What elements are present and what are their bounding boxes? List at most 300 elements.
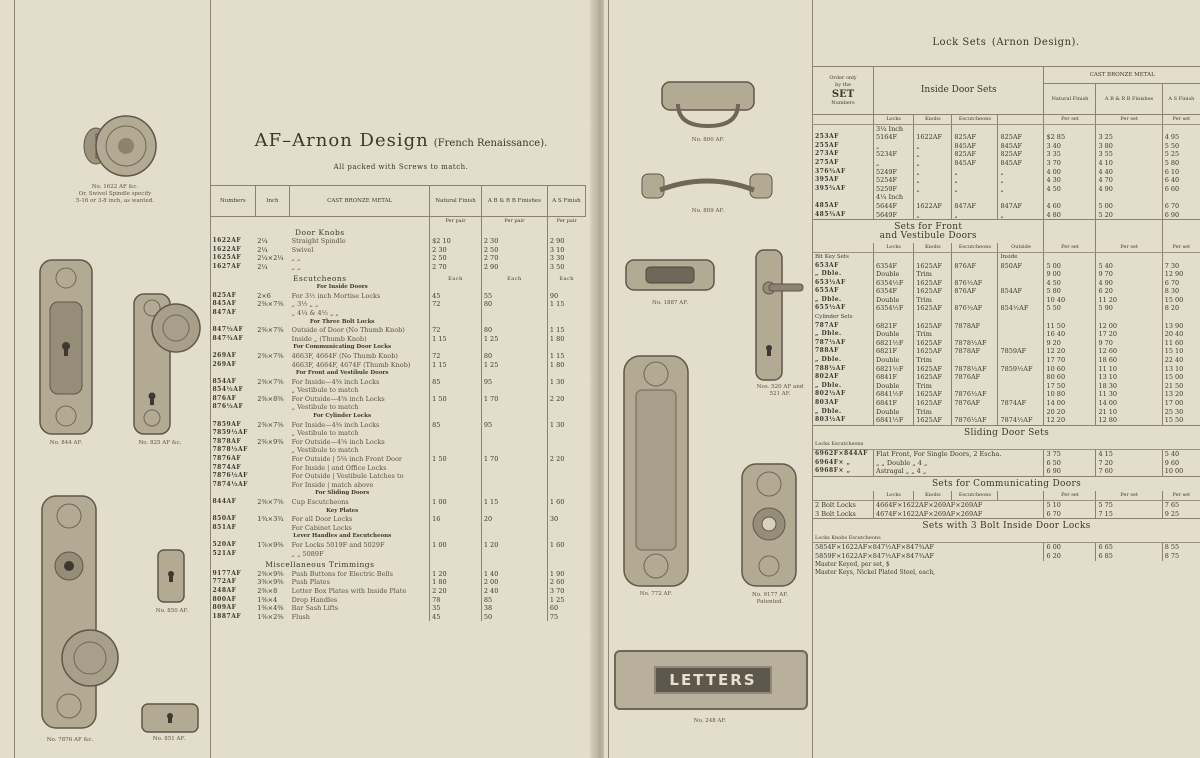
- lock-number: 5259F: [874, 185, 914, 194]
- price-ab-rb: [481, 550, 547, 559]
- price-as: 1 60: [547, 498, 585, 507]
- item-inch: 1¾×3¾: [257, 515, 284, 524]
- item-number: 248AF: [212, 586, 237, 594]
- price-ab-rb: 3 25: [1096, 133, 1162, 142]
- table-row: [211, 613, 586, 622]
- item-description: Swivel: [291, 245, 314, 254]
- table-row: [813, 399, 1200, 408]
- item-number: 772AF: [212, 578, 237, 586]
- item-description: Drop Handles: [291, 595, 338, 604]
- price-ab-rb: 80: [481, 352, 547, 361]
- escutcheon-outside: „: [952, 176, 998, 185]
- lock-number: 5649F: [874, 211, 914, 220]
- caption-844: No. 844 AF.: [49, 440, 83, 446]
- subsection-row: [211, 507, 586, 516]
- price-ab-rb: 4 10: [1096, 159, 1162, 168]
- knob-number: 1625AF: [914, 390, 952, 399]
- escutcheon-outside: [952, 193, 998, 202]
- lock-number: 3¼ Inch: [874, 124, 914, 133]
- price-as: 2 60: [547, 578, 585, 587]
- price-as: 1 80: [547, 335, 585, 344]
- set-number: „ Dble.: [813, 408, 874, 417]
- escutcheon-outside: 7878AF: [952, 347, 998, 356]
- door-knob-illustration: [74, 110, 158, 182]
- price-natural: 9 20: [1044, 339, 1096, 348]
- price-natural: [430, 309, 482, 318]
- sliding-door-sets-title: Sliding Door Sets: [813, 425, 1200, 440]
- item-number: 7876AF: [212, 455, 242, 463]
- lock-number: 6841F: [874, 373, 914, 382]
- price-ab-rb: 2 70: [481, 254, 547, 263]
- price-ab-rb: 1 20: [481, 541, 547, 550]
- price-ab-rb: 11 10: [1096, 365, 1162, 374]
- subsection-row: [813, 313, 1200, 322]
- item-description: „ 3½ „ „: [291, 300, 319, 309]
- per-set-label: Per set: [1096, 115, 1162, 125]
- subsection-row: [211, 343, 586, 352]
- section-unit: Each: [547, 272, 585, 284]
- knob-number: 1625AF: [914, 373, 952, 382]
- price-ab-rb: [481, 464, 547, 473]
- escutcheon-inside: 7874½AF: [998, 416, 1044, 425]
- price-ab-rb: 3 80: [1096, 142, 1162, 151]
- column-header: Knobs: [914, 491, 952, 500]
- price-as: 5 25: [1162, 150, 1200, 159]
- item-number: 1887AF: [212, 612, 242, 620]
- right-margin-line: [608, 0, 609, 758]
- price-as: 5 40: [1162, 449, 1200, 458]
- table-row: [813, 193, 1200, 202]
- price-as: 9 25: [1162, 510, 1200, 519]
- item-number: 854AF: [212, 377, 237, 385]
- table-row: [813, 142, 1200, 151]
- knob-number: 1625AF: [914, 287, 952, 296]
- item-inch: [255, 472, 289, 481]
- set-description: 5859F×1622AF×847½AF×847¾AF: [813, 552, 1044, 561]
- left-page: [0, 0, 596, 758]
- escutcheon-inside: [998, 296, 1044, 305]
- item-number: 1622AF: [212, 237, 242, 245]
- set-number: 376¾AF: [813, 168, 874, 177]
- escutcheon-inside: [998, 356, 1044, 365]
- col-header-numbers: Numbers: [211, 186, 256, 217]
- escutcheon-inside: [998, 193, 1044, 202]
- price-natural: 6 20: [1044, 552, 1096, 561]
- price-natural: 20 20: [1044, 408, 1096, 417]
- price-ab-rb: 85: [481, 596, 547, 605]
- item-inch: 2⅜×7⅜: [257, 326, 284, 335]
- price-natural: 6 90: [1044, 467, 1096, 476]
- item-inch: 2⅜×8⅜: [257, 394, 284, 403]
- price-ab-rb: 7 20: [1096, 459, 1162, 468]
- knob-number: 1625AF: [914, 279, 952, 288]
- table-row: [211, 361, 586, 370]
- item-number: 7859AF: [212, 420, 242, 428]
- item-inch: 1⅜×4⅜: [257, 604, 284, 613]
- col-header-natural: Natural Finish: [430, 186, 482, 217]
- table-row: [813, 202, 1200, 211]
- price-ab-rb: 55: [481, 292, 547, 301]
- table-row: [813, 330, 1200, 339]
- col-header-metal: CAST BRONZE METAL: [290, 186, 430, 217]
- set-number: 6968F× „: [813, 467, 874, 476]
- escutcheon-outside: 845AF: [952, 159, 998, 168]
- price-as: [547, 464, 585, 473]
- lock-number: Double: [874, 382, 914, 391]
- escutcheon-7876-illustration: [40, 494, 120, 732]
- price-ab-rb: 4 15: [1096, 449, 1162, 458]
- table-row: [813, 408, 1200, 417]
- price-natural: [430, 446, 482, 455]
- table-row: [211, 263, 586, 272]
- right-page-subtitle: (Arnon Design).: [991, 37, 1080, 48]
- column-header-row: [813, 440, 1200, 449]
- table-row: [813, 296, 1200, 305]
- table-row: [813, 467, 1200, 476]
- push-button-9177-illustration: [740, 462, 798, 588]
- set-number: 6962F×844AF: [813, 449, 874, 458]
- table-row: [813, 270, 1200, 279]
- per-set-label: Per set: [1162, 243, 1200, 252]
- column-header: Locks: [874, 243, 914, 252]
- master-keyed-note: Master Keyed, per set, $: [813, 561, 1200, 570]
- knob-number: 1625AF: [914, 347, 952, 356]
- per-set-label: Per set: [1096, 491, 1162, 500]
- price-as: 22 40: [1162, 356, 1200, 365]
- price-ab-rb: [481, 472, 547, 481]
- price-natural: 1 50: [430, 455, 482, 464]
- set-number: „ Dble.: [813, 382, 874, 391]
- price-ab-rb: 20: [481, 515, 547, 524]
- price-as: 6 70: [1162, 279, 1200, 288]
- table-row: [211, 570, 586, 579]
- table-row: [813, 287, 1200, 296]
- knob-number: 1622AF: [914, 133, 952, 142]
- per-pair-label: Per pair: [547, 217, 585, 226]
- set-number: 787AF: [813, 322, 874, 331]
- set-number: 802½AF: [813, 390, 874, 399]
- price-ab-rb: [1096, 193, 1162, 202]
- price-natural: 17 50: [1044, 382, 1096, 391]
- item-description: For Cabinet Locks: [291, 523, 352, 532]
- left-margin-line: [14, 0, 15, 758]
- per-set-label: Per set: [1096, 243, 1162, 252]
- price-natural: 1 15: [430, 335, 482, 344]
- price-natural: [430, 386, 482, 395]
- price-as: 13 20: [1162, 390, 1200, 399]
- price-ab-rb: 5 90: [1096, 304, 1162, 313]
- price-ab-rb: 11 20: [1096, 296, 1162, 305]
- price-ab-rb: 1 70: [481, 395, 547, 404]
- table-row: [813, 168, 1200, 177]
- knob-number: „: [914, 159, 952, 168]
- price-natural: 12 20: [1044, 347, 1096, 356]
- left-title-block: [216, 130, 586, 171]
- column-header: Knobs: [914, 243, 952, 252]
- table-row: [211, 587, 586, 596]
- lock-number: 5164F: [874, 133, 914, 142]
- price-as: 3 50: [547, 263, 585, 272]
- set-number: 6964F× „: [813, 459, 874, 468]
- item-inch: 2¼: [257, 237, 268, 246]
- caption-809: No. 809 AF.: [691, 208, 725, 214]
- col-header-inch: Inch: [255, 186, 289, 217]
- escutcheon-outside: 847AF: [952, 202, 998, 211]
- item-number: 844AF: [212, 498, 237, 505]
- price-as: [1162, 124, 1200, 133]
- price-ab-rb: 1 70: [481, 455, 547, 464]
- column-header-row: [813, 534, 1200, 543]
- page-subtitle: (French Renaissance).: [433, 138, 548, 149]
- per-pair-row: [211, 217, 586, 226]
- item-description: For Outside—4⅝ inch Locks: [291, 437, 385, 446]
- escutcheon-outside: [952, 382, 998, 391]
- price-as: 1 90: [547, 570, 585, 579]
- item-inch: [255, 464, 289, 473]
- item-number: 7878AF: [212, 437, 242, 445]
- set-number: 485¾AF: [813, 211, 874, 220]
- item-description: Flush: [291, 612, 310, 621]
- lock-number: 6821½F: [874, 339, 914, 348]
- per-pair-label: Per pair: [430, 217, 482, 226]
- price-ab-rb: 4 90: [1096, 279, 1162, 288]
- table-row: [813, 339, 1200, 348]
- col-header-as: A S Finish: [547, 186, 585, 217]
- set-number: 395¾AF: [813, 185, 874, 194]
- escutcheon-inside: [998, 339, 1044, 348]
- letter-box-plate-248-illustration: [614, 650, 808, 710]
- price-natural: 78: [430, 596, 482, 605]
- escutcheon-outside: 7878½AF: [952, 365, 998, 374]
- caption-825: No. 825 AF &c.: [138, 440, 182, 446]
- table-row: [813, 356, 1200, 365]
- price-as: [547, 481, 585, 490]
- table-row: [211, 309, 586, 318]
- item-number: 269AF: [212, 360, 237, 368]
- price-as: 7 65: [1162, 500, 1200, 509]
- price-ab-rb: [481, 309, 547, 318]
- set-number: 273AF: [813, 150, 874, 159]
- price-natural: [430, 464, 482, 473]
- escutcheon-inside: [998, 270, 1044, 279]
- escutcheon-inside: 845AF: [998, 159, 1044, 168]
- lock-number: 6841½F: [874, 390, 914, 399]
- knob-number: Trim: [914, 356, 952, 365]
- price-ab-rb: [481, 429, 547, 438]
- footnote-row: [813, 561, 1200, 570]
- price-ab-rb: 7 15: [1096, 510, 1162, 519]
- item-number: 800AF: [212, 595, 237, 603]
- price-as: [547, 429, 585, 438]
- lock-number: 4¼ Inch: [874, 193, 914, 202]
- front-sets-title: Sets for Front and Vestibule Doors: [813, 220, 1044, 244]
- table-row: [211, 237, 586, 246]
- item-number: 1625AF: [212, 254, 242, 262]
- escutcheon-outside: [952, 330, 998, 339]
- price-ab-rb: 9 70: [1096, 339, 1162, 348]
- escutcheon-inside: [998, 382, 1044, 391]
- price-ab-rb: 18 30: [1096, 382, 1162, 391]
- section-unit: [547, 558, 585, 570]
- set-number: „ Dble.: [813, 330, 874, 339]
- escutcheon-outside: 845AF: [952, 142, 998, 151]
- price-ab-rb: 3 55: [1096, 150, 1162, 159]
- item-inch: 2⅜×9⅜: [257, 569, 284, 578]
- subsection-title: For Three Bolt Locks: [309, 318, 375, 325]
- column-header: Locks: [874, 115, 914, 125]
- set-number: 788½AF: [813, 365, 874, 374]
- price-natural: 5 50: [1044, 304, 1096, 313]
- escutcheon-outside: 7876AF: [952, 373, 998, 382]
- price-ab-rb: 12 00: [1096, 322, 1162, 331]
- item-description: „ „: [291, 254, 301, 263]
- section-unit: Each: [430, 272, 482, 284]
- price-as: 2 20: [547, 395, 585, 404]
- caption-9177: No. 9177 AF.: [752, 592, 788, 598]
- item-description: „ 4¼ & 4½ „ „: [291, 308, 339, 317]
- caption-521: 521 AF.: [769, 391, 791, 397]
- section-unit: [430, 558, 482, 570]
- price-as: 1 30: [547, 378, 585, 387]
- price-as: 5 50: [1162, 142, 1200, 151]
- price-natural: 4 00: [1044, 168, 1096, 177]
- caption-772: No. 772 AF.: [639, 591, 673, 597]
- price-as: 4 95: [1162, 133, 1200, 142]
- set-number: 255AF: [813, 142, 874, 151]
- inside-label: Inside: [998, 252, 1044, 261]
- set-number: 787½AF: [813, 339, 874, 348]
- item-number: 809AF: [212, 604, 237, 612]
- table-row: [211, 524, 586, 533]
- master-keys-note: Master Keys, Nickel Plated Steel, each,: [813, 569, 1200, 578]
- price-ab-rb: [1096, 124, 1162, 133]
- price-ab-rb: 50: [481, 613, 547, 622]
- price-ab-rb: 2 50: [481, 246, 547, 255]
- price-natural: 17 70: [1044, 356, 1096, 365]
- caption-knob: No. 1622 AF &c.: [91, 184, 139, 190]
- page-title: AF–Arnon Design: [254, 130, 429, 151]
- item-inch: 2⅜×7⅜: [257, 300, 284, 309]
- subsection-title: Lever Handles and Escutcheons: [293, 533, 392, 540]
- key-plate-850-illustration: [156, 548, 186, 604]
- price-natural: 3 70: [1044, 159, 1096, 168]
- lock-number: 6821½F: [874, 365, 914, 374]
- table-row: [813, 382, 1200, 391]
- price-as: 1 25: [547, 596, 585, 605]
- escutcheon-outside: 876½AF: [952, 304, 998, 313]
- set-number: „ Dble.: [813, 270, 874, 279]
- set-number: 803AF: [813, 399, 874, 408]
- set-number: „ Dble.: [813, 296, 874, 305]
- lock-number: Double: [874, 330, 914, 339]
- column-header: Knobs: [914, 115, 952, 125]
- price-ab-rb: 2 30: [481, 237, 547, 246]
- price-as: 1 15: [547, 326, 585, 335]
- item-inch: 2⅜×7⅜: [257, 498, 284, 506]
- price-natural: 2 20: [430, 587, 482, 596]
- item-number: 7859½AF: [212, 429, 248, 437]
- lock-number: 6354F: [874, 287, 914, 296]
- finish-natural: Natural Finish: [1044, 84, 1096, 115]
- escutcheon-inside: [998, 322, 1044, 331]
- item-inch: 2¼: [257, 245, 268, 254]
- price-as: [547, 524, 585, 533]
- item-inch: 1⅞×9⅜: [257, 540, 284, 549]
- price-natural: 10 60: [1044, 365, 1096, 374]
- item-number: 9177AF: [212, 569, 242, 577]
- table-row: [813, 365, 1200, 374]
- subsection-row: [211, 369, 586, 378]
- item-description: For Outside—4⅝ inch Locks: [291, 394, 385, 403]
- item-number: 1627AF: [212, 262, 242, 270]
- escutcheon-outside: [952, 270, 998, 279]
- item-inch: [255, 403, 289, 412]
- sash-lift-809-illustration: [640, 168, 774, 204]
- price-ab-rb: 7 60: [1096, 467, 1162, 476]
- item-number: 521AF: [212, 549, 237, 557]
- price-natural: 6 50: [1044, 459, 1096, 468]
- table-row: [211, 472, 586, 481]
- column-header-row: [813, 491, 1200, 500]
- escutcheon-inside: „: [998, 185, 1044, 194]
- three-bolt-column-header: Locks Knobs Escutcheons: [813, 534, 1200, 543]
- set-number: 655AF: [813, 287, 874, 296]
- table-row: [211, 455, 586, 464]
- price-ab-rb: 9 70: [1096, 270, 1162, 279]
- price-as: 10 00: [1162, 467, 1200, 476]
- table-row: [813, 373, 1200, 382]
- table-row: [211, 515, 586, 524]
- lock-number: 5249F: [874, 168, 914, 177]
- price-natural: 3 40: [1044, 142, 1096, 151]
- price-natural: 85: [430, 421, 482, 430]
- lock-number: „: [874, 142, 914, 151]
- knob-number: 1625AF: [914, 399, 952, 408]
- price-natural: 4 30: [1044, 176, 1096, 185]
- section-row: [813, 220, 1200, 244]
- price-natural: 1 00: [430, 541, 482, 550]
- section-row: [211, 226, 586, 238]
- section-title: Miscellaneous Trimmings: [265, 560, 375, 570]
- set-number: 803½AF: [813, 416, 874, 425]
- price-ab-rb: 80: [481, 326, 547, 335]
- escutcheon-outside: „: [952, 185, 998, 194]
- price-as: 5 80: [1162, 159, 1200, 168]
- section-row: [813, 476, 1200, 491]
- caption-9177-patented: Patented.: [756, 599, 784, 605]
- price-natural: 5 00: [1044, 262, 1096, 271]
- escutcheon-outside: 7876½AF: [952, 416, 998, 425]
- item-inch: 2⅜×7⅜: [257, 377, 284, 386]
- per-set-label: Per set: [1044, 115, 1096, 125]
- price-natural: 80 60: [1044, 373, 1096, 382]
- section-unit: [430, 226, 482, 238]
- item-inch: [255, 455, 289, 464]
- caption-850: No. 850 AF.: [155, 608, 189, 614]
- price-as: [547, 309, 585, 318]
- per-set-label: Per set: [1044, 491, 1096, 500]
- subsection-row: [211, 532, 586, 541]
- price-as: [547, 386, 585, 395]
- price-as: 8 20: [1162, 304, 1200, 313]
- price-as: 13 90: [1162, 322, 1200, 331]
- escutcheon-outside: 7876½AF: [952, 390, 998, 399]
- price-as: [547, 550, 585, 559]
- price-ab-rb: [481, 481, 547, 490]
- escutcheon-outside: 7878½AF: [952, 339, 998, 348]
- subsection-row: [211, 412, 586, 421]
- knob-number: „: [914, 150, 952, 159]
